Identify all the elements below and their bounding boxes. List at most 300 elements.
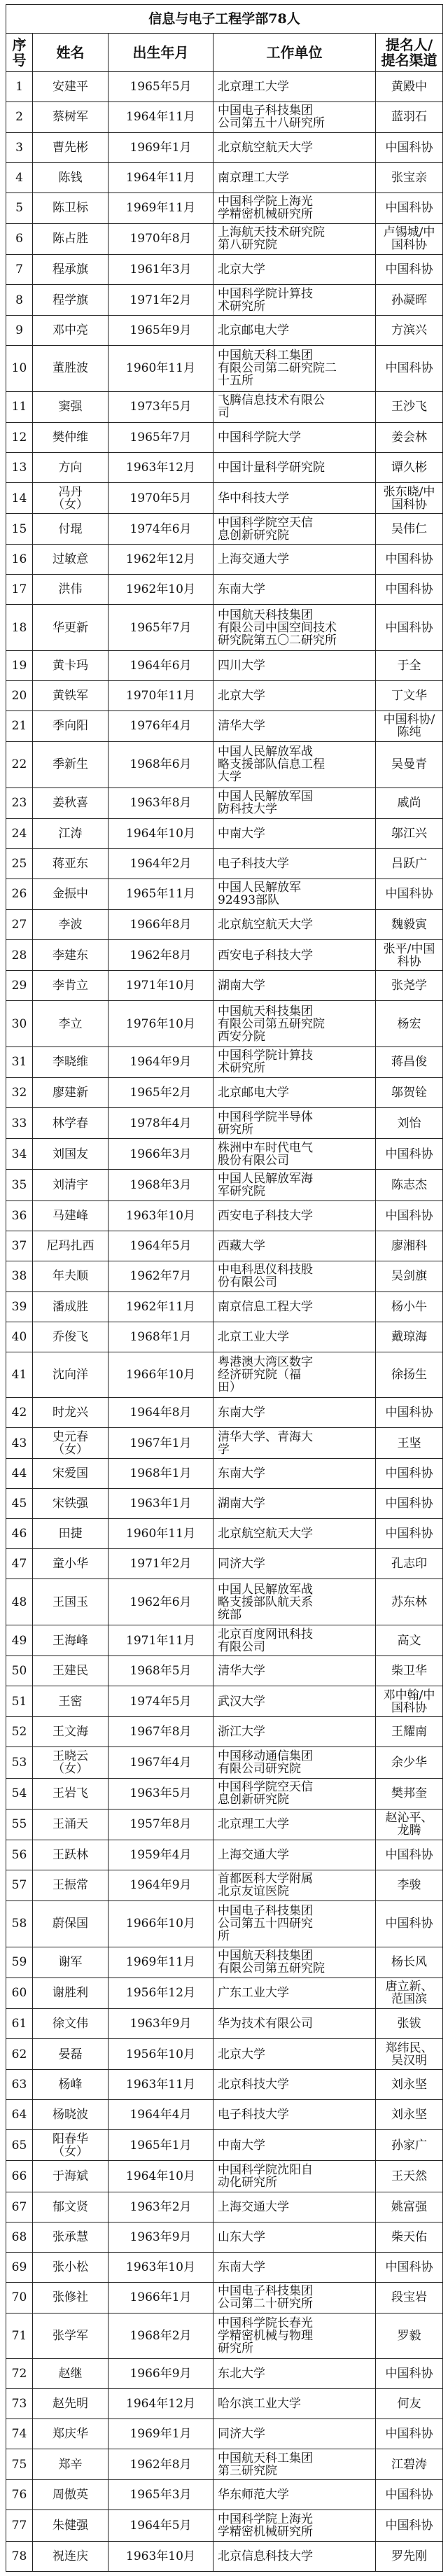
- table-row: [6, 2419, 443, 2449]
- table-cell-employer: 上海航天技术研究院 第八研究院: [214, 223, 376, 254]
- table-cell-nominator: 余少华: [376, 1747, 443, 1778]
- table-cell-employer: 上海交通大学: [214, 545, 376, 575]
- table-row: [6, 1428, 443, 1459]
- table-cell-name: 黄卡玛: [33, 650, 108, 680]
- table-cell-employer: 清华大学: [214, 710, 376, 741]
- table-cell-seq: 62: [6, 2039, 33, 2070]
- table-row: [6, 1459, 443, 1489]
- table-row: [6, 1322, 443, 1352]
- table-cell-name: 张承慧: [33, 2222, 108, 2252]
- table-cell-birth: 1963年2月: [108, 2192, 214, 2222]
- table-cell-birth: 1964年11月: [108, 162, 214, 192]
- table-cell-employer: 中国计量科学研究院: [214, 452, 376, 482]
- table-cell-birth: 1967年4月: [108, 1747, 214, 1778]
- table-cell-employer: 浙江大学: [214, 1717, 376, 1747]
- table-cell-employer: 中国人民解放军战 略支援部队信息工程 大学: [214, 742, 376, 788]
- table-cell-nominator: 蓝羽石: [376, 102, 443, 132]
- table-cell-nominator: 中国科协: [376, 575, 443, 605]
- table-cell-seq: 8: [6, 284, 33, 315]
- table-cell-employer: 北京邮电大学: [214, 316, 376, 346]
- table-cell-seq: 63: [6, 2070, 33, 2100]
- table-cell-nominator: 姚富强: [376, 2192, 443, 2222]
- table-cell-birth: 1963年10月: [108, 1200, 214, 1231]
- table-cell-employer: 南京理工大学: [214, 162, 376, 192]
- table-cell-nominator: 孙凝晖: [376, 284, 443, 315]
- table-cell-birth: 1969年11月: [108, 1947, 214, 1977]
- table-cell-name: 李立: [33, 1001, 108, 1047]
- table-cell-nominator: 邬贺铨: [376, 1078, 443, 1108]
- table-cell-seq: 1: [6, 71, 33, 102]
- table-cell-name: 王国玉: [33, 1579, 108, 1625]
- table-cell-birth: 1976年4月: [108, 710, 214, 741]
- table-cell-nominator: 黄殿中: [376, 71, 443, 102]
- table-cell-name: 李波: [33, 910, 108, 940]
- table-cell-seq: 48: [6, 1579, 33, 1625]
- table-cell-birth: 1965年11月: [108, 878, 214, 909]
- header-seq: 序号: [6, 33, 33, 71]
- table-cell-employer: 北京大学: [214, 680, 376, 710]
- table-cell-nominator: 杨小牛: [376, 1292, 443, 1322]
- table-cell-employer: 电子科技大学: [214, 2100, 376, 2130]
- table-cell-employer: 北京科技大学: [214, 2070, 376, 2100]
- table-row: [6, 1947, 443, 1977]
- table-cell-nominator: 中国科协: [376, 1901, 443, 1947]
- table-cell-seq: 77: [6, 2510, 33, 2541]
- table-cell-name: 姜秋喜: [33, 788, 108, 818]
- table-row: [6, 2252, 443, 2282]
- table-cell-nominator: 中国科协: [376, 192, 443, 223]
- table-cell-employer: 粤港澳大湾区数字 经济研究院（福 田）: [214, 1352, 376, 1398]
- table-row: [6, 1108, 443, 1139]
- table-row: [6, 1489, 443, 1519]
- table-cell-employer: 电子科技大学: [214, 848, 376, 878]
- table-cell-seq: 70: [6, 2282, 33, 2313]
- table-cell-name: 王涌天: [33, 1809, 108, 1840]
- table-cell-name: 谢胜利: [33, 1977, 108, 2008]
- table-cell-name: 宋铁强: [33, 1489, 108, 1519]
- table-cell-nominator: 唐立新、 范国滨: [376, 1977, 443, 2008]
- table-cell-seq: 9: [6, 316, 33, 346]
- table-cell-nominator: 中国科协: [376, 605, 443, 651]
- table-cell-seq: 23: [6, 788, 33, 818]
- table-cell-name: 陈占胜: [33, 223, 108, 254]
- table-cell-name: 田捷: [33, 1519, 108, 1549]
- table-row: [6, 2449, 443, 2480]
- table-cell-name: 尼玛扎西: [33, 1231, 108, 1261]
- table-cell-nominator: 何友: [376, 2389, 443, 2419]
- table-row: [6, 284, 443, 315]
- table-cell-birth: 1973年5月: [108, 391, 214, 422]
- table-cell-employer: 北京理工大学: [214, 71, 376, 102]
- table-row: [6, 223, 443, 254]
- table-cell-birth: 1966年10月: [108, 1352, 214, 1398]
- table-cell-birth: 1957年8月: [108, 1809, 214, 1840]
- table-row: [6, 2541, 443, 2571]
- table-cell-seq: 12: [6, 422, 33, 452]
- table-cell-seq: 61: [6, 2009, 33, 2039]
- table-cell-employer: 中南大学: [214, 818, 376, 848]
- table-cell-birth: 1968年5月: [108, 1656, 214, 1686]
- table-cell-nominator: 中国科协: [376, 1840, 443, 1870]
- table-cell-seq: 6: [6, 223, 33, 254]
- table-cell-employer: 中国航天科技集团 有限公司第五研究院: [214, 1947, 376, 1977]
- table-cell-name: 洪伟: [33, 575, 108, 605]
- table-cell-employer: 东北大学: [214, 2359, 376, 2389]
- table-cell-seq: 71: [6, 2313, 33, 2359]
- table-cell-nominator: 魏毅寅: [376, 910, 443, 940]
- table-cell-birth: 1969年1月: [108, 2419, 214, 2449]
- table-cell-birth: 1971年2月: [108, 1549, 214, 1579]
- table-cell-seq: 19: [6, 650, 33, 680]
- table-cell-name: 时龙兴: [33, 1398, 108, 1428]
- table-row: [6, 1001, 443, 1047]
- table-cell-seq: 44: [6, 1459, 33, 1489]
- table-cell-birth: 1959年4月: [108, 1840, 214, 1870]
- table-cell-birth: 1968年6月: [108, 742, 214, 788]
- table-cell-name: 蔚保国: [33, 1901, 108, 1947]
- table-cell-birth: 1966年3月: [108, 1139, 214, 1170]
- table-cell-employer: 南京信息工程大学: [214, 1292, 376, 1322]
- table-cell-name: 廖建新: [33, 1078, 108, 1108]
- table-row: [6, 605, 443, 651]
- table-cell-seq: 56: [6, 1840, 33, 1870]
- table-cell-nominator: 中国科协: [376, 132, 443, 162]
- table-cell-seq: 21: [6, 710, 33, 741]
- table-cell-name: 阳春华 （女）: [33, 2130, 108, 2161]
- table-cell-birth: 1965年2月: [108, 1078, 214, 1108]
- table-cell-nominator: 谭久彬: [376, 452, 443, 482]
- table-cell-name: 杨峰: [33, 2070, 108, 2100]
- table-cell-seq: 41: [6, 1352, 33, 1398]
- header-name: 姓名: [33, 33, 108, 71]
- table-cell-nominator: 丁文华: [376, 680, 443, 710]
- table-row: [6, 2510, 443, 2541]
- table-cell-employer: 华为技术有限公司: [214, 2009, 376, 2039]
- table-cell-employer: 中南大学: [214, 2130, 376, 2161]
- table-cell-birth: 1962年12月: [108, 545, 214, 575]
- table-cell-nominator: 中国科协: [376, 254, 443, 284]
- table-cell-birth: 1964年10月: [108, 818, 214, 848]
- table-cell-seq: 28: [6, 940, 33, 971]
- table-cell-nominator: 张宝亲: [376, 162, 443, 192]
- table-cell-name: 宋爱国: [33, 1459, 108, 1489]
- table-row: [6, 1778, 443, 1809]
- header-employer: 工作单位: [214, 33, 376, 71]
- table-cell-birth: 1966年10月: [108, 1901, 214, 1947]
- table-cell-employer: 中国电子科技集团 公司第五十八研究所: [214, 102, 376, 132]
- table-cell-employer: 中国科学院空天信 息创新研究院: [214, 514, 376, 545]
- table-cell-birth: 1963年8月: [108, 788, 214, 818]
- table-cell-birth: 1964年2月: [108, 848, 214, 878]
- table-cell-employer: 北京邮电大学: [214, 1078, 376, 1108]
- table-cell-birth: 1965年9月: [108, 316, 214, 346]
- table-row: [6, 545, 443, 575]
- table-cell-nominator: 中国科协: [376, 2510, 443, 2541]
- table-cell-seq: 30: [6, 1001, 33, 1047]
- table-cell-nominator: 陈志杰: [376, 1170, 443, 1200]
- table-cell-employer: 中国科学院长春光 学精密机械与物理 研究所: [214, 2313, 376, 2359]
- table-cell-seq: 27: [6, 910, 33, 940]
- table-cell-nominator: 王坚: [376, 1428, 443, 1459]
- table-row: [6, 1046, 443, 1077]
- table-cell-seq: 39: [6, 1292, 33, 1322]
- table-cell-nominator: 中国科协: [376, 878, 443, 909]
- table-cell-birth: 1966年9月: [108, 2359, 214, 2389]
- table-row: [6, 1870, 443, 1900]
- table-cell-nominator: 刘怡: [376, 1108, 443, 1139]
- table-cell-nominator: 卢锡城/中国科协: [376, 223, 443, 254]
- table-cell-name: 蒋亚东: [33, 848, 108, 878]
- table-cell-birth: 1965年1月: [108, 2130, 214, 2161]
- table-cell-seq: 40: [6, 1322, 33, 1352]
- table-cell-employer: 东南大学: [214, 2252, 376, 2282]
- table-cell-birth: 1964年9月: [108, 1870, 214, 1900]
- table-cell-name: 江涛: [33, 818, 108, 848]
- table-row: [6, 316, 443, 346]
- table-cell-nominator: 中国科协: [376, 2419, 443, 2449]
- table-cell-name: 林学春: [33, 1108, 108, 1139]
- header-nominator: 提名人/ 提名渠道: [376, 33, 443, 71]
- table-row: [6, 2359, 443, 2389]
- table-cell-name: 王密: [33, 1686, 108, 1717]
- table-cell-birth: 1963年10月: [108, 2252, 214, 2282]
- table-cell-seq: 31: [6, 1046, 33, 1077]
- table-cell-birth: 1956年10月: [108, 2039, 214, 2070]
- table-row: [6, 1747, 443, 1778]
- table-cell-seq: 10: [6, 346, 33, 392]
- table-cell-seq: 11: [6, 391, 33, 422]
- table-row: [6, 1292, 443, 1322]
- table-cell-name: 程学旗: [33, 284, 108, 315]
- table-cell-name: 朱健强: [33, 2510, 108, 2541]
- table-cell-seq: 45: [6, 1489, 33, 1519]
- table-cell-nominator: 姜会林: [376, 422, 443, 452]
- table-cell-seq: 55: [6, 1809, 33, 1840]
- table-cell-birth: 1966年8月: [108, 910, 214, 940]
- table-cell-employer: 中国科学院计算技 术研究所: [214, 284, 376, 315]
- table-cell-employer: 株洲中车时代电气 股份有限公司: [214, 1139, 376, 1170]
- table-cell-seq: 22: [6, 742, 33, 788]
- table-row: [6, 910, 443, 940]
- table-cell-employer: 同济大学: [214, 2419, 376, 2449]
- table-cell-nominator: 张东晓/中国科协: [376, 482, 443, 513]
- table-row: [6, 1170, 443, 1200]
- table-cell-name: 蔡树军: [33, 102, 108, 132]
- table-cell-birth: 1978年4月: [108, 1108, 214, 1139]
- table-cell-nominator: 江碧涛: [376, 2449, 443, 2480]
- table-cell-birth: 1962年11月: [108, 1292, 214, 1322]
- table-cell-name: 潘成胜: [33, 1292, 108, 1322]
- table-cell-birth: 1970年8月: [108, 223, 214, 254]
- table-cell-birth: 1962年8月: [108, 2449, 214, 2480]
- table-cell-birth: 1971年10月: [108, 971, 214, 1001]
- table-cell-birth: 1964年5月: [108, 1231, 214, 1261]
- table-cell-name: 徐文伟: [33, 2009, 108, 2039]
- table-cell-name: 郑辛: [33, 2449, 108, 2480]
- table-cell-name: 祝连庆: [33, 2541, 108, 2571]
- table-row: [6, 575, 443, 605]
- table-cell-nominator: 苏东林: [376, 1579, 443, 1625]
- table-cell-seq: 32: [6, 1078, 33, 1108]
- table-row: [6, 1261, 443, 1292]
- table-cell-seq: 76: [6, 2480, 33, 2510]
- table-row: [6, 1398, 443, 1428]
- table-cell-employer: 中国航天科技集团 有限公司第五研究院 西安分院: [214, 1001, 376, 1047]
- table-cell-name: 赵先明: [33, 2389, 108, 2419]
- table-cell-seq: 33: [6, 1108, 33, 1139]
- table-cell-name: 王岩飞: [33, 1778, 108, 1809]
- table-cell-birth: 1963年9月: [108, 2222, 214, 2252]
- table-cell-seq: 59: [6, 1947, 33, 1977]
- table-cell-employer: 西藏大学: [214, 1231, 376, 1261]
- table-cell-seq: 14: [6, 482, 33, 513]
- table-cell-nominator: 张钹: [376, 2009, 443, 2039]
- table-cell-seq: 54: [6, 1778, 33, 1809]
- table-row: [6, 2389, 443, 2419]
- table-cell-nominator: 于全: [376, 650, 443, 680]
- table-cell-employer: 湖南大学: [214, 971, 376, 1001]
- table-row: [6, 710, 443, 741]
- table-row: [6, 1579, 443, 1625]
- table-cell-employer: 中国移动通信集团 有限公司研究院: [214, 1747, 376, 1778]
- table-row: [6, 1078, 443, 1108]
- table-cell-name: 于海斌: [33, 2161, 108, 2192]
- table-cell-birth: 1969年1月: [108, 132, 214, 162]
- table-cell-employer: 上海交通大学: [214, 1840, 376, 1870]
- table-cell-employer: 上海交通大学: [214, 2192, 376, 2222]
- table-row: [6, 422, 443, 452]
- table-row: [6, 514, 443, 545]
- table-cell-name: 过敏意: [33, 545, 108, 575]
- table-cell-birth: 1970年11月: [108, 680, 214, 710]
- table-cell-name: 王建民: [33, 1656, 108, 1686]
- header-birth: 出生年月: [108, 33, 214, 71]
- table-cell-nominator: 中国科协: [376, 1398, 443, 1428]
- table-cell-nominator: 柴卫华: [376, 1656, 443, 1686]
- table-cell-employer: 中国人民解放军战 略支援部队航天系 统部: [214, 1579, 376, 1625]
- table-cell-birth: 1968年3月: [108, 1170, 214, 1200]
- table-cell-seq: 64: [6, 2100, 33, 2130]
- table-row: [6, 1656, 443, 1686]
- table-row: [6, 71, 443, 102]
- table-row: [6, 2192, 443, 2222]
- table-cell-birth: 1964年10月: [108, 2161, 214, 2192]
- table-cell-employer: 中国科学院空天信 息创新研究院: [214, 1778, 376, 1809]
- table-cell-name: 郁文贤: [33, 2192, 108, 2222]
- table-cell-name: 张学军: [33, 2313, 108, 2359]
- table-cell-seq: 67: [6, 2192, 33, 2222]
- table-cell-nominator: 方滨兴: [376, 316, 443, 346]
- table-cell-employer: 武汉大学: [214, 1686, 376, 1717]
- table-cell-name: 晏磊: [33, 2039, 108, 2070]
- table-cell-seq: 13: [6, 452, 33, 482]
- table-cell-nominator: 王耀南: [376, 1717, 443, 1747]
- table-cell-seq: 72: [6, 2359, 33, 2389]
- table-cell-seq: 58: [6, 1901, 33, 1947]
- table-cell-name: 张修社: [33, 2282, 108, 2313]
- table-cell-name: 曹先彬: [33, 132, 108, 162]
- table-cell-birth: 1963年10月: [108, 2541, 214, 2571]
- table-cell-name: 赵继: [33, 2359, 108, 2389]
- table-cell-seq: 2: [6, 102, 33, 132]
- table-cell-employer: 哈尔滨工业大学: [214, 2389, 376, 2419]
- table-row: [6, 1519, 443, 1549]
- table-row: [6, 346, 443, 392]
- table-cell-name: 王振常: [33, 1870, 108, 1900]
- table-cell-seq: 16: [6, 545, 33, 575]
- table-row: [6, 818, 443, 848]
- table-cell-employer: 同济大学: [214, 1549, 376, 1579]
- table-cell-name: 乔俊飞: [33, 1322, 108, 1352]
- table-cell-name: 张小松: [33, 2252, 108, 2282]
- table-cell-employer: 首都医科大学附属 北京友谊医院: [214, 1870, 376, 1900]
- table-cell-birth: 1965年5月: [108, 71, 214, 102]
- table-cell-birth: 1964年11月: [108, 102, 214, 132]
- table-cell-birth: 1962年7月: [108, 1261, 214, 1292]
- table-cell-employer: 山东大学: [214, 2222, 376, 2252]
- table-cell-seq: 74: [6, 2419, 33, 2449]
- table-cell-name: 史元春 （女）: [33, 1428, 108, 1459]
- table-row: [6, 2070, 443, 2100]
- table-cell-name: 李肯立: [33, 971, 108, 1001]
- table-row: [6, 391, 443, 422]
- table-cell-employer: 北京大学: [214, 2039, 376, 2070]
- table-cell-birth: 1969年11月: [108, 192, 214, 223]
- table-row: [6, 788, 443, 818]
- table-cell-nominator: 邓中翰/中国科协: [376, 1686, 443, 1717]
- table-cell-name: 陈钱: [33, 162, 108, 192]
- table-cell-nominator: 戚尚: [376, 788, 443, 818]
- table-cell-name: 王文海: [33, 1717, 108, 1747]
- table-row: [6, 650, 443, 680]
- table-cell-seq: 29: [6, 971, 33, 1001]
- table-row: [6, 1200, 443, 1231]
- table-cell-employer: 东南大学: [214, 575, 376, 605]
- table-cell-seq: 66: [6, 2161, 33, 2192]
- table-cell-employer: 中国科学院上海光 学精密机械研究所: [214, 2510, 376, 2541]
- table-cell-nominator: 吴曼青: [376, 742, 443, 788]
- table-cell-birth: 1964年9月: [108, 1046, 214, 1077]
- table-cell-employer: 湖南大学: [214, 1489, 376, 1519]
- table-cell-nominator: 段宝岩: [376, 2282, 443, 2313]
- table-row: [6, 848, 443, 878]
- table-row: [6, 1901, 443, 1947]
- table-row: [6, 940, 443, 971]
- table-cell-employer: 广东工业大学: [214, 1977, 376, 2008]
- table-cell-nominator: 张平/中国科协: [376, 940, 443, 971]
- table-cell-nominator: 杨宏: [376, 1001, 443, 1047]
- table-cell-seq: 47: [6, 1549, 33, 1579]
- table-cell-employer: 北京信息科技大学: [214, 2541, 376, 2571]
- table-cell-seq: 20: [6, 680, 33, 710]
- table-row: [6, 2480, 443, 2510]
- table-cell-nominator: 柴天佑: [376, 2222, 443, 2252]
- table-cell-nominator: 中国科协: [376, 1200, 443, 1231]
- table-cell-name: 马建峰: [33, 1200, 108, 1231]
- table-cell-nominator: 孙家广: [376, 2130, 443, 2161]
- table-cell-seq: 57: [6, 1870, 33, 1900]
- table-row: [6, 192, 443, 223]
- table-cell-birth: 1961年3月: [108, 254, 214, 284]
- table-cell-name: 刘清宇: [33, 1170, 108, 1200]
- table-cell-seq: 38: [6, 1261, 33, 1292]
- table-cell-employer: 中国航天科工集团 有限公司第二研究院二 十五所: [214, 346, 376, 392]
- table-cell-birth: 1962年6月: [108, 1579, 214, 1625]
- table-cell-seq: 17: [6, 575, 33, 605]
- table-cell-employer: 北京工业大学: [214, 1322, 376, 1352]
- table-cell-seq: 51: [6, 1686, 33, 1717]
- table-cell-seq: 18: [6, 605, 33, 651]
